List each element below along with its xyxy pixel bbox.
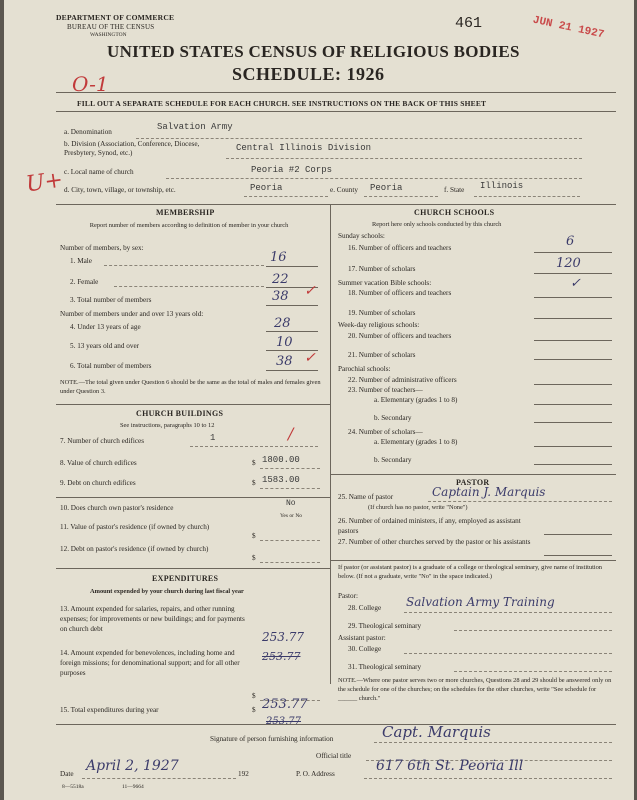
denomination-label: a. Denomination xyxy=(64,128,112,136)
q23a-label: a. Elementary (grades 1 to 8) xyxy=(374,396,458,404)
state-value[interactable]: Illinois xyxy=(480,181,524,191)
members-by-sex-label: Number of members, by sex: xyxy=(60,244,144,252)
expenditures-title: EXPENDITURES xyxy=(152,574,219,583)
q25-label: 25. Name of pastor xyxy=(338,493,394,501)
checkmark-icon: ✓ xyxy=(304,350,316,366)
q5-value[interactable]: 10 xyxy=(276,335,293,350)
buildings-subtitle: See instructions, paragraphs 10 to 12 xyxy=(120,422,215,429)
summer-schools-label: Summer vacation Bible schools: xyxy=(338,279,432,287)
q13-value[interactable]: 253.77 xyxy=(262,630,304,644)
pastor-note: NOTE.—Where one pastor serves two or more churches, Questions 28 and 29 should be answered only on the schedule for one of the churches; on the schedules for the other churches, write "See schedule for ______ church." xyxy=(338,677,612,702)
census-schedule-page xyxy=(4,0,634,800)
q24a-label: a. Elementary (grades 1 to 8) xyxy=(374,438,458,446)
q27-label: 27. Number of other churches served by the pastor or his assistants xyxy=(338,538,531,546)
q2-value[interactable]: 22 xyxy=(272,272,289,287)
q13-label: 13. Amount expended for salaries, repairs, and other running expenses; for improvements or new buildings; and for payments on church debt xyxy=(60,605,245,633)
print-code: 11—9664 xyxy=(122,784,144,790)
q1-value[interactable]: 16 xyxy=(270,250,287,265)
city-label: d. City, town, village, or township, etc. xyxy=(64,186,176,194)
membership-note: NOTE.—The total given under Question 6 should be the same as the total of males and females given under Question 3. xyxy=(60,379,321,395)
header-rule-2 xyxy=(56,111,616,112)
expenditures-subtitle: Amount expended by your church during last fiscal year xyxy=(90,588,244,595)
q20-label: 20. Number of officers and teachers xyxy=(348,332,452,340)
q24b-label: b. Secondary xyxy=(374,456,412,464)
code-annotation: O-1 xyxy=(72,72,109,96)
pastor-title: PASTOR xyxy=(456,478,490,487)
q22-label: 22. Number of administrative officers xyxy=(348,376,457,384)
q4-label: 4. Under 13 years of age xyxy=(70,323,141,331)
q8-dollar: $ xyxy=(252,459,256,467)
q7-red-mark: / xyxy=(288,424,294,443)
membership-title: MEMBERSHIP xyxy=(156,208,215,217)
q30-label: 30. College xyxy=(348,645,382,653)
form-code: 8—5518a xyxy=(62,784,84,790)
q10-value[interactable]: No xyxy=(286,499,296,508)
q4-value[interactable]: 28 xyxy=(274,316,291,331)
q16-value[interactable]: 6 xyxy=(566,234,575,249)
local-name-value[interactable]: Peoria #2 Corps xyxy=(251,165,333,175)
q6-label: 6. Total number of members xyxy=(70,362,152,370)
q17-label: 17. Number of scholars xyxy=(348,265,416,273)
margin-annotation: U+ xyxy=(24,167,65,198)
q12-dollar: $ xyxy=(252,554,256,562)
q7-value[interactable]: 1 xyxy=(210,433,216,443)
form-title: UNITED STATES CENSUS OF RELIGIOUS BODIES xyxy=(107,42,520,61)
q1-label: 1. Male xyxy=(70,257,92,265)
official-title-label: Official title xyxy=(316,752,352,760)
q19-label: 19. Number of scholars xyxy=(348,309,416,317)
q26-label: 26. Number of ordained ministers, if any, employed as assistant pastors xyxy=(338,517,521,535)
q14-dollar: $ xyxy=(252,692,256,700)
q9-value[interactable]: 1583.00 xyxy=(262,475,300,485)
schools-subtitle: Report here only schools conducted by this church xyxy=(372,221,502,228)
signature-value[interactable]: Capt. Marquis xyxy=(382,723,491,741)
form-number: 461 xyxy=(455,15,483,32)
q29-label: 29. Theological seminary xyxy=(348,622,422,630)
q14-value[interactable]: 253.77 xyxy=(262,650,301,663)
local-name-label: c. Local name of church xyxy=(64,168,134,176)
checkmark-icon: ✓ xyxy=(570,276,581,291)
signature-label: Signature of person furnishing information xyxy=(210,735,334,743)
department-heading: DEPARTMENT OF COMMERCE xyxy=(56,13,175,22)
q9-label: 9. Debt on church edifices xyxy=(60,479,136,487)
q24-label: 24. Number of scholars— xyxy=(348,428,423,436)
received-date-stamp: JUN 21 1927 xyxy=(531,14,606,42)
po-address-value[interactable]: 617 6th St. Peoria Ill xyxy=(376,758,524,774)
q2-label: 2. Female xyxy=(70,278,99,286)
q18-label: 18. Number of officers and teachers xyxy=(348,289,452,297)
q17-value[interactable]: 120 xyxy=(556,256,581,271)
asst-pastor-label: Assistant pastor: xyxy=(338,634,386,642)
q3-label: 3. Total number of members xyxy=(70,296,152,304)
q15-label: 15. Total expenditures during year xyxy=(60,706,159,714)
q6-value[interactable]: 38 xyxy=(276,354,293,369)
column-divider xyxy=(330,204,331,684)
state-label: f. State xyxy=(444,186,465,194)
date-value[interactable]: April 2, 1927 xyxy=(86,758,179,774)
q16-label: 16. Number of officers and teachers xyxy=(348,244,452,252)
header-rule xyxy=(56,92,616,93)
yes-no-hint: Yes or No xyxy=(280,513,303,519)
q11-dollar: $ xyxy=(252,532,256,540)
q9-dollar: $ xyxy=(252,479,256,487)
q8-label: 8. Value of church edifices xyxy=(60,459,137,467)
q23-label: 23. Number of teachers— xyxy=(348,386,423,394)
q10-label: 10. Does church own pastor's residence xyxy=(60,504,174,512)
q21-label: 21. Number of scholars xyxy=(348,351,416,359)
graduate-note: If pastor (or assistant pastor) is a graduate of a college or theological seminary, give name of institution below. (If not a graduate, write "No" in the space indicated.) xyxy=(338,564,603,580)
pastor-sub-label: Pastor: xyxy=(338,592,358,600)
division-label: b. Division (Association, Conference, Diocese, Presbytery, Synod, etc.) xyxy=(64,140,200,157)
parochial-schools-label: Parochial schools: xyxy=(338,365,391,373)
q11-label: 11. Value of pastor's residence (if owned by church) xyxy=(60,523,210,531)
q12-label: 12. Debt on pastor's residence (if owned by church) xyxy=(60,545,209,553)
county-value[interactable]: Peoria xyxy=(370,183,403,193)
q31-label: 31. Theological seminary xyxy=(348,663,422,671)
buildings-title: CHURCH BUILDINGS xyxy=(136,409,224,418)
po-address-label: P. O. Address xyxy=(296,770,335,778)
fill-instruction: FILL OUT A SEPARATE SCHEDULE FOR EACH CHURCH. SEE INSTRUCTIONS ON THE BACK OF THIS SHEET xyxy=(77,99,487,108)
q25-value[interactable]: Captain J. Marquis xyxy=(432,485,546,499)
weekday-schools-label: Week-day religious schools: xyxy=(338,321,420,329)
q15-value[interactable]: 253.77 xyxy=(262,697,308,712)
q3-value[interactable]: 38 xyxy=(272,289,289,304)
city-value[interactable]: Peoria xyxy=(250,183,283,193)
age-header: Number of members under and over 13 years old: xyxy=(60,310,204,318)
q28-value[interactable]: Salvation Army Training xyxy=(406,595,555,609)
date-label: Date xyxy=(60,770,74,778)
q8-value[interactable]: 1800.00 xyxy=(262,455,300,465)
city-heading: WASHINGTON xyxy=(90,32,127,38)
q14-label: 14. Amount expended for benevolences, including home and foreign missions; for denominational support; and for all other purposes xyxy=(60,649,240,677)
membership-subtitle: Report number of members according to definition of member in your church xyxy=(89,222,289,229)
q25-note: (If church has no pastor, write "None") xyxy=(368,504,468,511)
denomination-value[interactable]: Salvation Army xyxy=(157,122,233,132)
county-label: e. County xyxy=(330,186,358,194)
division-value[interactable]: Central Illinois Division xyxy=(236,143,372,153)
q15-struck-value: 253.77 xyxy=(266,716,301,727)
q5-label: 5. 13 years old and over xyxy=(70,342,140,350)
q23b-label: b. Secondary xyxy=(374,414,412,422)
schedule-title: SCHEDULE: 1926 xyxy=(232,64,385,84)
q7-label: 7. Number of church edifices xyxy=(60,437,145,445)
sunday-schools-label: Sunday schools: xyxy=(338,232,385,240)
checkmark-icon: ✓ xyxy=(304,283,316,299)
bureau-heading: BUREAU OF THE CENSUS xyxy=(67,23,155,31)
year-suffix: 192 xyxy=(238,770,249,778)
schools-title: CHURCH SCHOOLS xyxy=(414,208,495,217)
q15-dollar: $ xyxy=(252,706,256,714)
q28-label: 28. College xyxy=(348,604,382,612)
